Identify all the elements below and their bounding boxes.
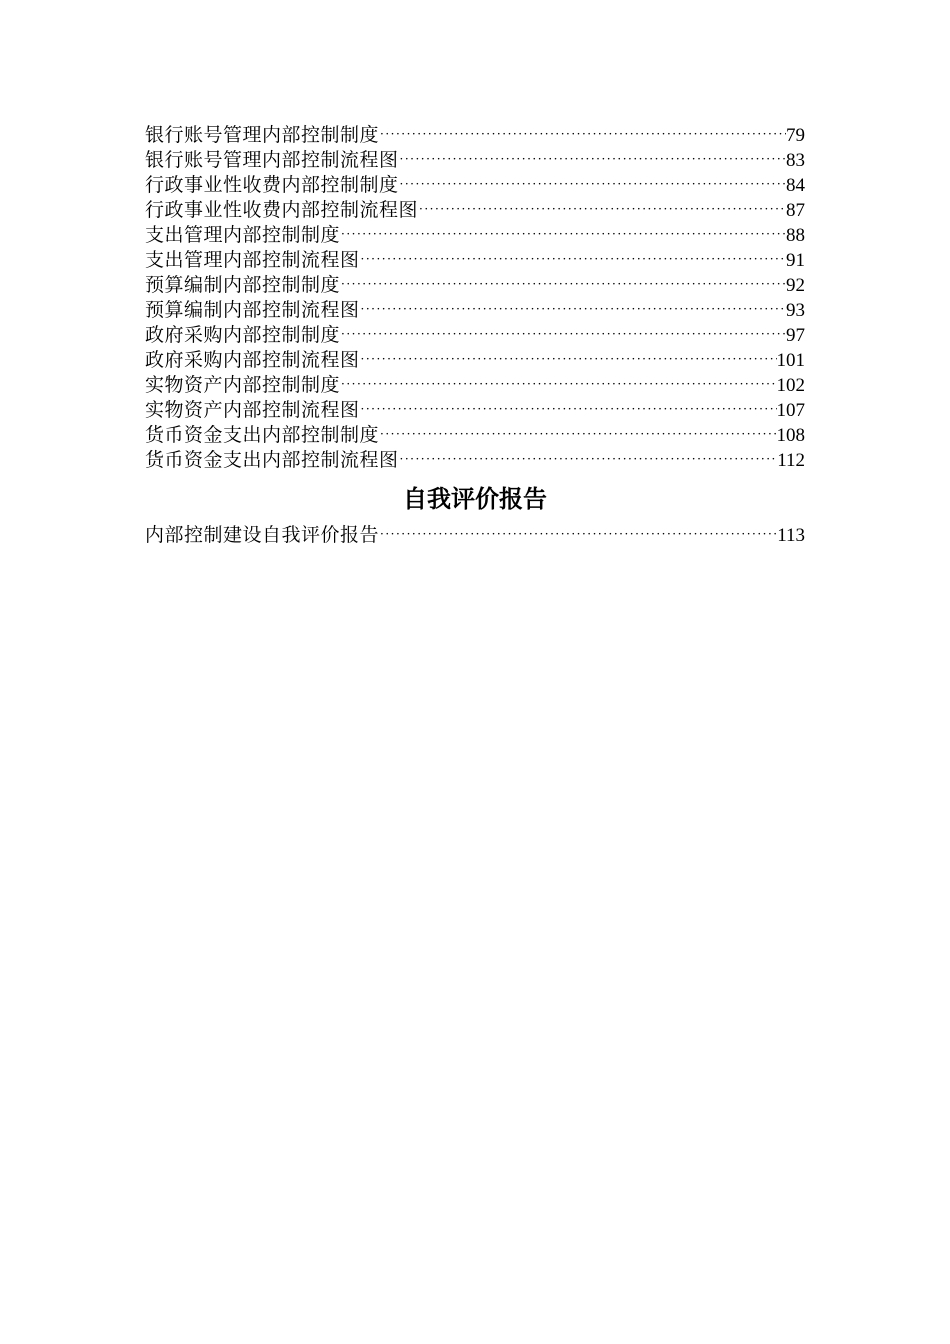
toc-dot-leader <box>399 447 778 472</box>
toc-entry[interactable] <box>145 398 805 423</box>
toc-dot-leader <box>360 347 777 372</box>
toc-entry-title: 内部控制建设自我评价报告 <box>145 524 380 546</box>
toc-entry-title: 政府采购内部控制制度 <box>145 324 341 346</box>
toc-entry[interactable] <box>145 373 805 398</box>
toc-entry-page: 93 <box>786 300 805 321</box>
toc-dot-leader <box>340 222 786 247</box>
toc-dot-leader <box>340 372 776 397</box>
toc-entry[interactable] <box>145 148 805 173</box>
toc-entry-page: 101 <box>776 350 805 371</box>
toc-entry[interactable] <box>145 248 805 273</box>
toc-entry[interactable] <box>145 273 805 298</box>
toc-entry-title: 预算编制内部控制制度 <box>145 274 341 296</box>
toc-dot-leader <box>360 297 786 322</box>
toc-dot-leader <box>418 197 786 222</box>
toc-entry-page: 97 <box>786 325 805 346</box>
toc-entry-title: 行政事业性收费内部控制流程图 <box>145 199 419 221</box>
toc-entry[interactable] <box>145 198 805 223</box>
toc-entry-page: 108 <box>776 425 805 446</box>
section-heading: 自我评价报告 <box>403 485 547 513</box>
toc-entry-title: 行政事业性收费内部控制制度 <box>145 174 399 196</box>
toc-entry-title: 支出管理内部控制流程图 <box>145 249 360 271</box>
toc-entry-title: 货币资金支出内部控制制度 <box>145 424 380 446</box>
toc-list <box>145 123 805 473</box>
toc-entry[interactable] <box>145 448 805 473</box>
toc-dot-leader <box>360 247 786 272</box>
toc-entry-page: 87 <box>786 200 805 221</box>
toc-entry-page: 88 <box>786 225 805 246</box>
toc-section-list <box>145 523 805 548</box>
toc-entry-title: 政府采购内部控制流程图 <box>145 349 360 371</box>
toc-dot-leader <box>399 147 786 172</box>
toc-entry-page: 113 <box>777 525 805 546</box>
toc-entry[interactable] <box>145 223 805 248</box>
toc-entry-title: 实物资产内部控制制度 <box>145 374 341 396</box>
toc-entry-page: 83 <box>786 150 805 171</box>
toc-entry[interactable] <box>145 298 805 323</box>
toc-entry-page: 79 <box>786 125 805 146</box>
toc-dot-leader <box>379 522 777 547</box>
toc-entry-page: 84 <box>786 175 805 196</box>
toc-entry-page: 102 <box>776 375 805 396</box>
toc-dot-leader <box>379 122 786 147</box>
toc-entry-title: 预算编制内部控制流程图 <box>145 299 360 321</box>
toc-dot-leader <box>379 422 776 447</box>
toc-dot-leader <box>360 397 777 422</box>
toc-entry-page: 107 <box>776 400 805 421</box>
toc-entry-title: 银行账号管理内部控制流程图 <box>145 149 399 171</box>
toc-entry-title: 银行账号管理内部控制制度 <box>145 124 380 146</box>
toc-entry-title: 实物资产内部控制流程图 <box>145 399 360 421</box>
toc-entry[interactable] <box>145 173 805 198</box>
toc-entry[interactable] <box>145 423 805 448</box>
toc-entry-title: 货币资金支出内部控制流程图 <box>145 449 399 471</box>
toc-entry[interactable] <box>145 323 805 348</box>
toc-dot-leader <box>340 322 786 347</box>
toc-entry[interactable] <box>145 348 805 373</box>
toc-dot-leader <box>399 172 786 197</box>
toc-entry[interactable] <box>145 123 805 148</box>
toc-entry-page: 92 <box>786 275 805 296</box>
toc-entry[interactable] <box>145 523 805 548</box>
toc-entry-title: 支出管理内部控制制度 <box>145 224 341 246</box>
toc-dot-leader <box>340 272 786 297</box>
toc-entry-page: 91 <box>786 250 805 271</box>
toc-entry-page: 112 <box>777 450 805 471</box>
